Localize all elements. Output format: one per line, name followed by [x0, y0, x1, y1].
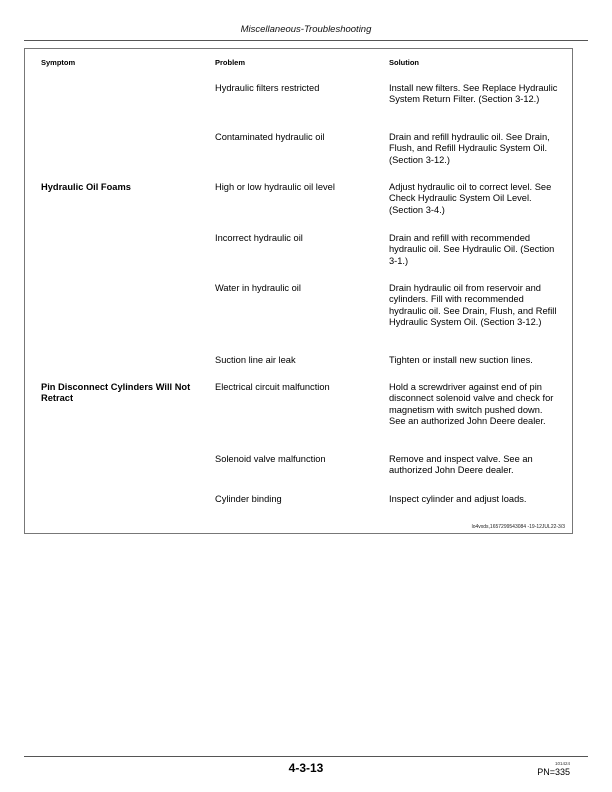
- solution-cell: Drain and refill with recommended hydraulic oil. See Hydraulic Oil. (Section 3-1.): [389, 233, 555, 266]
- part-number: PN=335: [537, 767, 570, 777]
- solution-cell: Drain and refill hydraulic oil. See Drain, Flush, and Refill Hydraulic System Oil. (Section 3-12.): [389, 132, 550, 165]
- column-header-problem: Problem: [215, 58, 246, 67]
- solution-cell: Hold a screwdriver against end of pin disconnect solenoid valve and check for magnetism with switch pushed down. See an authorized John Deere dealer.: [389, 382, 554, 426]
- symptom-cell: Pin Disconnect Cylinders Will Not Retract: [41, 382, 191, 404]
- reference-code: lo4vxds,1657299543084 -19-12JUL22-3/3: [471, 524, 565, 530]
- solution-cell: Adjust hydraulic oil to correct level. See Check Hydraulic System Oil Level. (Section 3-4.): [389, 182, 552, 215]
- problem-cell: High or low hydraulic oil level: [215, 182, 335, 192]
- problem-cell: Suction line air leak: [215, 355, 296, 365]
- problem-cell: Cylinder binding: [215, 494, 282, 504]
- solution-cell: Remove and inspect valve. See an authorized John Deere dealer.: [389, 454, 533, 476]
- problem-cell: Hydraulic filters restricted: [215, 83, 320, 93]
- column-header-symptom: Symptom: [41, 58, 76, 67]
- solution-cell: Drain hydraulic oil from reservoir and cylinders. Fill with recommended hydraulic oil. See Drain, Flush, and Refill Hydraulic System Oil. (Section 3-12.): [389, 283, 557, 327]
- problem-cell: Solenoid valve malfunction: [215, 454, 326, 464]
- solution-cell: Inspect cylinder and adjust loads.: [389, 494, 527, 504]
- symptom-cell: Hydraulic Oil Foams: [41, 182, 131, 192]
- problem-cell: Contaminated hydraulic oil: [215, 132, 325, 142]
- footer-divider: [24, 756, 588, 757]
- problem-cell: Water in hydraulic oil: [215, 283, 301, 293]
- footer-small-code: 101424: [554, 761, 570, 766]
- problem-cell: Incorrect hydraulic oil: [215, 233, 303, 243]
- page-number: 4-3-13: [288, 761, 324, 775]
- solution-cell: Tighten or install new suction lines.: [389, 355, 533, 365]
- page-header-title: Miscellaneous-Troubleshooting: [240, 24, 372, 35]
- problem-cell: Electrical circuit malfunction: [215, 382, 330, 392]
- solution-cell: Install new filters. See Replace Hydraulic System Return Filter. (Section 3-12.): [389, 83, 558, 105]
- header-divider: [24, 40, 588, 41]
- column-header-solution: Solution: [389, 58, 419, 67]
